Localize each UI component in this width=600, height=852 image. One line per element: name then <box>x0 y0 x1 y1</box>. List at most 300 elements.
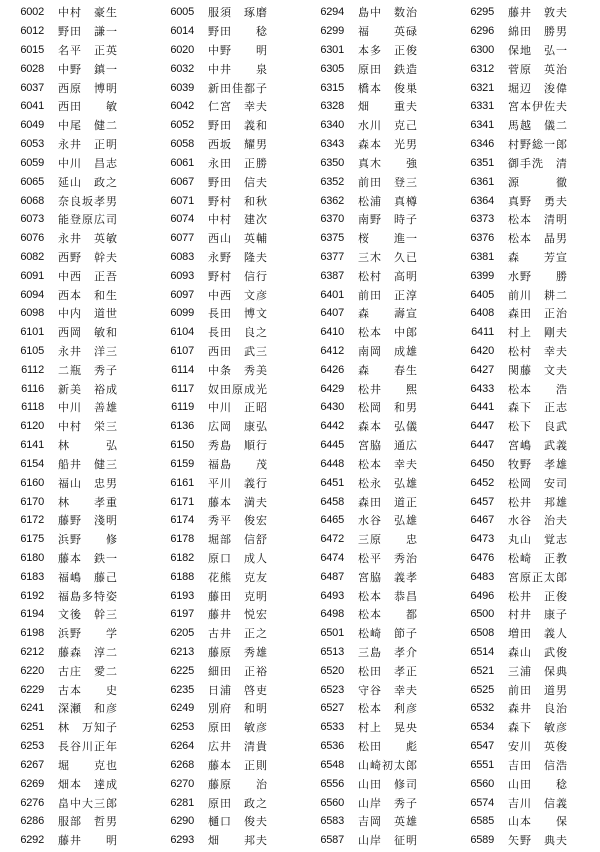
member-name: 松本 恭昌 <box>358 589 418 603</box>
member-name: 野村 信行 <box>208 269 268 283</box>
roster-entry <box>450 116 600 135</box>
roster-entry <box>150 567 300 586</box>
roster-entry <box>300 605 450 624</box>
roster-entry <box>450 511 600 530</box>
member-number: 6251 <box>20 721 44 734</box>
roster-entry <box>0 191 150 210</box>
roster-entry <box>0 756 150 775</box>
member-number: 6213 <box>170 646 194 659</box>
member-number: 6281 <box>170 796 194 809</box>
member-number: 6059 <box>20 156 44 169</box>
roster-entry <box>0 831 150 850</box>
member-number: 6053 <box>20 138 44 151</box>
member-name: 能登原広司 <box>58 213 118 227</box>
member-number: 6343 <box>320 138 344 151</box>
member-number: 6093 <box>170 269 194 282</box>
member-name: 松崎 正教 <box>508 551 568 565</box>
member-name: 原田 鉄造 <box>358 62 418 76</box>
member-name: 三浦 保典 <box>508 664 568 678</box>
member-name: 馬越 儀二 <box>508 119 568 133</box>
member-number: 6412 <box>320 345 344 358</box>
member-name: 橋本 俊巣 <box>358 81 418 95</box>
member-name: 森本 弘儀 <box>358 420 418 434</box>
member-number: 6094 <box>20 288 44 301</box>
roster-entry <box>0 492 150 511</box>
roster-entry <box>300 793 450 812</box>
member-number: 6192 <box>20 589 44 602</box>
member-name: 花熊 克友 <box>208 570 268 584</box>
member-name: 西田 武三 <box>208 345 268 359</box>
member-number: 6225 <box>170 664 194 677</box>
member-name: 別府 和明 <box>208 702 268 716</box>
member-name: 中野 明 <box>208 44 268 58</box>
member-name: 山田 修司 <box>358 777 418 791</box>
member-name: 林 孝重 <box>58 495 118 509</box>
member-name: 西岡 敏和 <box>58 326 118 340</box>
member-name: 西坂 耀男 <box>208 138 268 152</box>
roster-entry <box>150 793 300 812</box>
member-name: 真木 強 <box>358 156 418 170</box>
member-number: 6514 <box>470 646 494 659</box>
member-number: 6174 <box>170 514 194 527</box>
roster-entry <box>150 342 300 361</box>
member-name: 守谷 幸夫 <box>358 683 418 697</box>
member-name: 藤田 克明 <box>208 589 268 603</box>
roster-entry <box>150 78 300 97</box>
roster-entry <box>300 342 450 361</box>
member-name: 中村 栄三 <box>58 420 118 434</box>
roster-entry <box>150 97 300 116</box>
roster-entry <box>150 154 300 173</box>
roster-entry <box>450 436 600 455</box>
roster-entry <box>300 511 450 530</box>
roster-entry <box>300 172 450 191</box>
roster-entry <box>450 586 600 605</box>
roster-entry <box>0 379 150 398</box>
member-name: 中川 正昭 <box>208 401 268 415</box>
member-number: 6411 <box>471 326 494 339</box>
member-name: 藤本 鉄一 <box>58 551 118 565</box>
roster-entry <box>0 172 150 191</box>
member-number: 6005 <box>170 6 194 19</box>
roster-entry <box>150 586 300 605</box>
roster-entry <box>300 229 450 248</box>
member-number: 6399 <box>470 269 494 282</box>
member-name: 源 徹 <box>508 175 568 189</box>
roster-entry <box>450 492 600 511</box>
member-number: 6052 <box>170 119 194 132</box>
member-number: 6101 <box>20 326 44 339</box>
roster-entry <box>450 756 600 775</box>
member-number: 6548 <box>320 758 344 771</box>
member-number: 6474 <box>320 551 344 564</box>
member-name: 畠中大三郎 <box>58 796 118 810</box>
member-number: 6294 <box>320 6 344 19</box>
member-number: 6574 <box>470 796 494 809</box>
member-number: 6445 <box>320 439 344 452</box>
roster-entry <box>450 59 600 78</box>
roster-entry <box>150 191 300 210</box>
member-number: 6012 <box>20 25 44 38</box>
member-number: 6299 <box>320 25 344 38</box>
member-name: 吉田 信浩 <box>508 758 568 772</box>
roster-entry <box>450 191 600 210</box>
member-name: 長田 博文 <box>208 307 268 321</box>
roster-entry <box>300 699 450 718</box>
member-name: 堀 克也 <box>58 758 118 772</box>
member-number: 6058 <box>170 138 194 151</box>
roster-entry <box>150 774 300 793</box>
roster-entry <box>300 530 450 549</box>
member-number: 6061 <box>170 156 194 169</box>
member-name: 山岸 秀子 <box>358 796 418 810</box>
member-number: 6091 <box>20 269 44 282</box>
roster-entry <box>150 116 300 135</box>
member-number: 6300 <box>470 44 494 57</box>
member-name: 福島 茂 <box>208 457 268 471</box>
member-number: 6525 <box>470 683 494 696</box>
member-name: 奈良坂孝男 <box>58 194 118 208</box>
member-number: 6014 <box>170 25 194 38</box>
member-number: 6496 <box>470 589 494 602</box>
member-number: 6170 <box>20 495 44 508</box>
member-number: 6099 <box>170 307 194 320</box>
member-name: 森本 光男 <box>358 138 418 152</box>
member-number: 6533 <box>320 721 344 734</box>
member-name: 船井 健三 <box>58 457 118 471</box>
member-name: 森 芳宣 <box>508 250 568 264</box>
member-name: 森下 正志 <box>508 401 568 415</box>
member-name: 浜野 修 <box>58 533 118 547</box>
member-name: 南岡 成雄 <box>358 345 418 359</box>
roster-entry <box>450 643 600 662</box>
roster-entry <box>300 116 450 135</box>
member-name: 永野 隆夫 <box>208 250 268 264</box>
member-name: 松本 浩 <box>508 382 568 396</box>
roster-entry <box>150 285 300 304</box>
member-number: 6082 <box>20 250 44 263</box>
member-number: 6500 <box>470 608 494 621</box>
member-name: 松井 邦雄 <box>508 495 568 509</box>
member-name: 島中 数治 <box>358 6 418 20</box>
member-name: 森 壽宣 <box>358 307 418 321</box>
member-number: 6467 <box>470 514 494 527</box>
member-number: 6585 <box>470 815 494 828</box>
member-number: 6002 <box>20 6 44 19</box>
member-name: 松崎 節子 <box>358 627 418 641</box>
member-name: 原口 成人 <box>208 551 268 565</box>
roster-entry <box>0 97 150 116</box>
member-name: 宮本伊佐夫 <box>508 100 568 114</box>
roster-entry <box>0 718 150 737</box>
member-name: 松岡 安司 <box>508 476 568 490</box>
member-number: 6037 <box>20 81 44 94</box>
member-number: 6188 <box>170 570 194 583</box>
member-name: 宮脇 通広 <box>358 439 418 453</box>
member-number: 6141 <box>20 439 44 452</box>
member-number: 6364 <box>470 194 494 207</box>
member-name: 森 春生 <box>358 363 418 377</box>
roster-entry <box>150 511 300 530</box>
member-number: 6268 <box>170 758 194 771</box>
roster-entry <box>450 793 600 812</box>
member-number: 6405 <box>470 288 494 301</box>
member-name: 藤井 敦夫 <box>508 6 568 20</box>
roster-entry <box>0 154 150 173</box>
member-name: 保地 弘一 <box>508 44 568 58</box>
member-number: 6487 <box>320 570 344 583</box>
member-number: 6286 <box>20 815 44 828</box>
member-name: 広岡 康弘 <box>208 420 268 434</box>
member-name: 本多 正俊 <box>358 44 418 58</box>
roster-entry <box>0 304 150 323</box>
member-number: 6104 <box>170 326 194 339</box>
roster-entry <box>450 549 600 568</box>
member-name: 水野 勝 <box>508 269 568 283</box>
member-name: 中条 秀美 <box>208 363 268 377</box>
roster-entry <box>0 680 150 699</box>
member-name: 南野 時子 <box>358 213 418 227</box>
member-number: 6560 <box>470 777 494 790</box>
member-name: 畑 邦夫 <box>208 834 268 848</box>
member-name: 中村 豪生 <box>58 6 118 20</box>
member-name: 西野 幹夫 <box>58 250 118 264</box>
roster-entry <box>300 248 450 267</box>
member-number: 6120 <box>20 420 44 433</box>
member-name: 前田 登三 <box>358 175 418 189</box>
member-name: 文後 幹三 <box>58 608 118 622</box>
roster-entry <box>300 661 450 680</box>
member-name: 広井 清貴 <box>208 740 268 754</box>
member-name: 松浦 真樽 <box>358 194 418 208</box>
member-name: 山崎初太郎 <box>358 758 418 772</box>
roster-entry <box>150 210 300 229</box>
member-name: 名平 正英 <box>58 44 118 58</box>
roster-entry <box>300 3 450 22</box>
member-name: 桜 進一 <box>358 232 418 246</box>
member-name: 矢野 典夫 <box>508 834 568 848</box>
member-name: 堀辺 浚偉 <box>508 81 568 95</box>
member-number: 6442 <box>320 420 344 433</box>
roster-entry <box>0 266 150 285</box>
roster-entry <box>0 549 150 568</box>
roster-entry <box>450 41 600 60</box>
member-name: 松本 晶男 <box>508 232 568 246</box>
roster-entry <box>150 436 300 455</box>
roster-entry <box>0 248 150 267</box>
roster-entry <box>150 229 300 248</box>
roster-entry <box>300 831 450 850</box>
member-name: 長谷川正年 <box>58 740 118 754</box>
member-number: 6220 <box>20 664 44 677</box>
roster-entry <box>150 756 300 775</box>
member-number: 6328 <box>320 100 344 113</box>
roster-entry <box>0 605 150 624</box>
member-name: 牧野 孝雄 <box>508 457 568 471</box>
member-number: 6076 <box>20 232 44 245</box>
roster-entry <box>0 661 150 680</box>
member-number: 6118 <box>21 401 44 414</box>
member-name: 村上 剛夫 <box>508 326 568 340</box>
roster-entry <box>300 718 450 737</box>
roster-entry <box>450 699 600 718</box>
member-name: 中西 文彦 <box>208 288 268 302</box>
member-number: 6483 <box>470 570 494 583</box>
member-number: 6039 <box>170 81 194 94</box>
roster-entry <box>150 172 300 191</box>
roster-entry <box>0 398 150 417</box>
member-number: 6077 <box>170 232 194 245</box>
member-number: 6458 <box>320 495 344 508</box>
roster-entry <box>150 473 300 492</box>
member-name: 樋口 俊夫 <box>208 815 268 829</box>
member-name: 中川 昌志 <box>58 156 118 170</box>
roster-entry <box>300 417 450 436</box>
roster-entry <box>0 135 150 154</box>
roster-entry <box>150 379 300 398</box>
member-number: 6352 <box>320 175 344 188</box>
roster-entry <box>0 285 150 304</box>
roster-entry <box>0 699 150 718</box>
member-number: 6305 <box>320 62 344 75</box>
roster-entry <box>300 135 450 154</box>
member-number: 6410 <box>320 326 344 339</box>
roster-entry <box>300 756 450 775</box>
roster-entry <box>0 417 150 436</box>
member-number: 6387 <box>320 269 344 282</box>
roster-entry <box>300 774 450 793</box>
roster-entry <box>450 605 600 624</box>
roster-entry <box>150 680 300 699</box>
member-name: 畑 重夫 <box>358 100 418 114</box>
member-number: 6171 <box>170 495 194 508</box>
roster-entry <box>0 360 150 379</box>
member-number: 6183 <box>20 570 44 583</box>
member-number: 6042 <box>170 100 194 113</box>
member-number: 6267 <box>20 758 44 771</box>
roster-entry <box>450 360 600 379</box>
member-number: 6373 <box>470 213 494 226</box>
roster-entry <box>450 831 600 850</box>
member-name: 浜野 学 <box>58 627 118 641</box>
roster-entry <box>450 266 600 285</box>
member-number: 6276 <box>20 796 44 809</box>
member-name: 古井 正之 <box>208 627 268 641</box>
roster-entry <box>300 78 450 97</box>
member-name: 仁宮 幸夫 <box>208 100 268 114</box>
roster-entry <box>450 78 600 97</box>
roster-entry <box>300 266 450 285</box>
member-number: 6450 <box>470 457 494 470</box>
member-name: 三原 忠 <box>358 533 418 547</box>
member-number: 6527 <box>320 702 344 715</box>
member-number: 6532 <box>470 702 494 715</box>
roster-entry <box>150 605 300 624</box>
member-name: 藤本 正則 <box>208 758 268 772</box>
member-number: 6032 <box>170 62 194 75</box>
member-name: 松井 正俊 <box>508 589 568 603</box>
member-name: 永井 正明 <box>58 138 118 152</box>
roster-entry <box>450 172 600 191</box>
member-name: 藤野 淺明 <box>58 514 118 528</box>
roster-entry <box>300 624 450 643</box>
member-number: 6041 <box>20 100 44 113</box>
member-name: 西原 博明 <box>58 81 118 95</box>
member-name: 前田 正淳 <box>358 288 418 302</box>
member-name: 山田 稔 <box>508 777 568 791</box>
roster-entry <box>450 248 600 267</box>
roster-entry <box>150 360 300 379</box>
member-number: 6292 <box>20 834 44 847</box>
roster-entry <box>0 22 150 41</box>
roster-entry <box>450 661 600 680</box>
member-number: 6315 <box>320 81 344 94</box>
member-number: 6583 <box>320 815 344 828</box>
member-number: 6346 <box>470 138 494 151</box>
roster-entry <box>300 285 450 304</box>
member-name: 森井 良治 <box>508 702 568 716</box>
roster-entry <box>0 3 150 22</box>
member-number: 6523 <box>320 683 344 696</box>
member-name: 宮嶋 武義 <box>508 439 568 453</box>
member-number: 6067 <box>170 175 194 188</box>
member-name: 御手洗 清 <box>508 156 568 170</box>
roster-entry <box>300 59 450 78</box>
member-number: 6476 <box>470 551 494 564</box>
roster-entry <box>150 41 300 60</box>
roster-entry <box>450 530 600 549</box>
roster-entry <box>150 492 300 511</box>
member-number: 6136 <box>170 420 194 433</box>
member-number: 6193 <box>170 589 194 602</box>
roster-entry <box>150 530 300 549</box>
roster-entry <box>450 567 600 586</box>
roster-entry <box>0 530 150 549</box>
roster-entry <box>0 455 150 474</box>
member-number: 6150 <box>170 439 194 452</box>
member-name: 藤原 秀雄 <box>208 646 268 660</box>
member-name: 福山 忠男 <box>58 476 118 490</box>
member-number: 6270 <box>170 777 194 790</box>
member-number: 6427 <box>470 363 494 376</box>
member-number: 6264 <box>170 740 194 753</box>
roster-entry <box>0 737 150 756</box>
member-number: 6513 <box>320 646 344 659</box>
roster-entry <box>300 360 450 379</box>
member-name: 福 英碌 <box>358 25 418 39</box>
member-number: 6249 <box>170 702 194 715</box>
member-number: 6351 <box>470 156 494 169</box>
member-name: 中村 建次 <box>208 213 268 227</box>
member-number: 6020 <box>170 44 194 57</box>
member-number: 6312 <box>470 62 494 75</box>
roster-entry <box>300 812 450 831</box>
member-name: 森田 正治 <box>508 307 568 321</box>
member-number: 6073 <box>20 213 44 226</box>
member-number: 6429 <box>320 382 344 395</box>
member-name: 延山 政之 <box>58 175 118 189</box>
member-number: 6536 <box>320 740 344 753</box>
member-name: 服須 琢磨 <box>208 6 268 20</box>
member-name: 藤井 悦宏 <box>208 608 268 622</box>
roster-entry <box>300 41 450 60</box>
roster-entry <box>450 342 600 361</box>
member-name: 新美 裕成 <box>58 382 118 396</box>
member-number: 6161 <box>170 476 194 489</box>
roster-entry <box>150 22 300 41</box>
member-name: 松井 煕 <box>358 382 418 396</box>
member-name: 堀部 信舒 <box>208 533 268 547</box>
